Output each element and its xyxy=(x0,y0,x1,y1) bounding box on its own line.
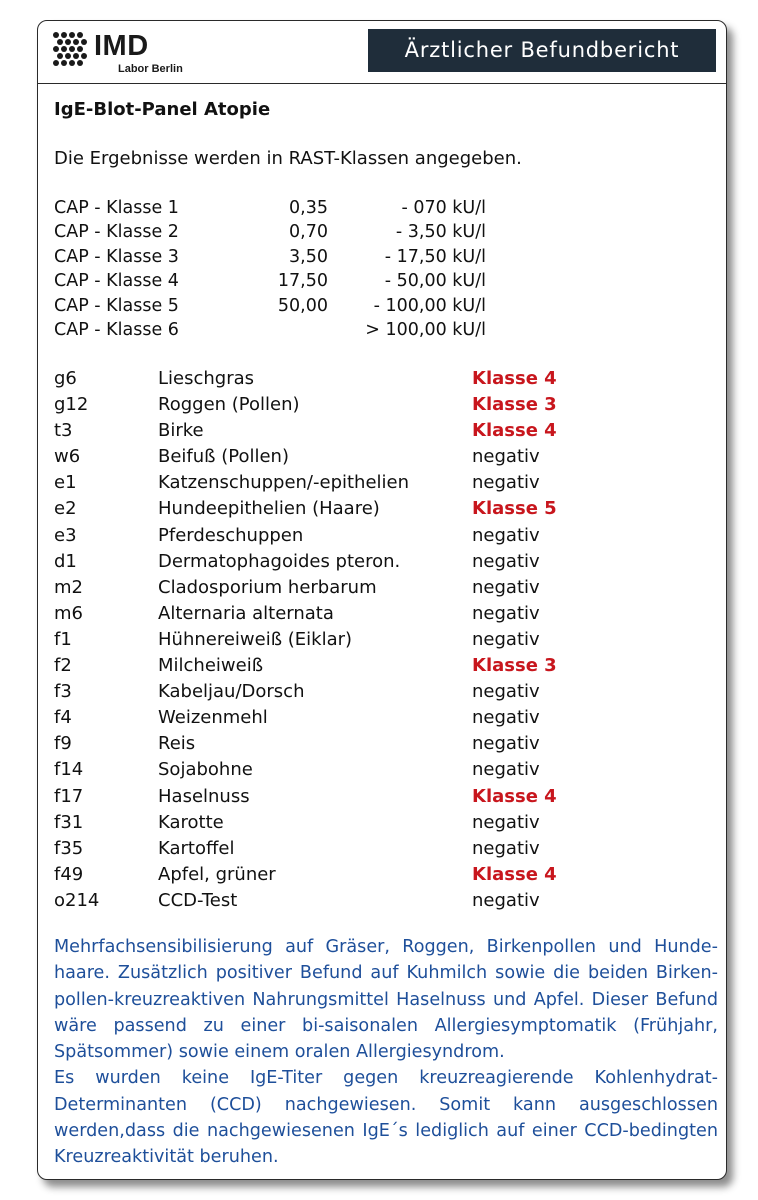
allergen-code: f4 xyxy=(54,707,72,729)
logo-text: IMD xyxy=(94,30,149,62)
allergen-name: Roggen (Pollen) xyxy=(158,394,300,416)
allergen-row xyxy=(54,603,714,629)
allergen-code: e2 xyxy=(54,498,77,520)
cap-class-row xyxy=(54,222,554,246)
cap-class-label: CAP - Klasse 2 xyxy=(54,222,179,243)
allergen-result: negativ xyxy=(472,759,540,781)
cap-class-row xyxy=(54,247,554,271)
allergen-result: Klasse 4 xyxy=(472,368,557,389)
allergen-code: t3 xyxy=(54,420,73,442)
allergen-name: Haselnuss xyxy=(158,785,250,807)
allergen-row xyxy=(54,551,714,577)
findings-summary xyxy=(54,934,718,1171)
allergen-result: negativ xyxy=(472,707,540,729)
allergen-result: negativ xyxy=(472,811,540,833)
allergen-code: d1 xyxy=(54,550,77,572)
allergen-name: Apfel, grüner xyxy=(158,863,276,885)
cap-class-to: > 100,00 kU/l xyxy=(365,319,486,340)
allergen-row xyxy=(54,864,714,890)
allergen-result: negativ xyxy=(472,733,540,755)
allergen-code: o214 xyxy=(54,889,100,911)
allergen-name: Hundeepithelien (Haare) xyxy=(158,498,380,520)
cap-class-row xyxy=(54,320,554,344)
allergen-name: Dermatophagoides pteron. xyxy=(158,550,401,572)
allergen-code: f17 xyxy=(54,785,84,807)
allergen-row xyxy=(54,655,714,681)
allergen-row xyxy=(54,812,714,838)
allergen-result: negativ xyxy=(472,628,540,650)
allergen-row xyxy=(54,629,714,655)
allergen-results-table xyxy=(54,368,714,916)
allergen-result: negativ xyxy=(472,550,540,572)
allergen-result: Klasse 3 xyxy=(472,655,557,677)
allergen-result: negativ xyxy=(472,472,540,494)
allergen-row xyxy=(54,368,714,394)
allergen-name: Milcheiweiß xyxy=(158,655,264,677)
cap-class-row xyxy=(54,198,554,222)
allergen-name: CCD-Test xyxy=(158,889,238,911)
allergen-name: Reis xyxy=(158,733,196,755)
allergen-code: f9 xyxy=(54,733,72,755)
allergen-row xyxy=(54,707,714,733)
allergen-code: f14 xyxy=(54,759,84,781)
allergen-row xyxy=(54,394,714,420)
allergen-name: Beifuß (Pollen) xyxy=(158,446,289,468)
allergen-code: f2 xyxy=(54,655,72,677)
allergen-result: negativ xyxy=(472,524,540,546)
imd-logo xyxy=(52,31,212,79)
allergen-row xyxy=(54,786,714,812)
allergen-result: Klasse 4 xyxy=(472,785,557,807)
allergen-code: m2 xyxy=(54,576,83,598)
cap-class-from: 0,35 xyxy=(289,198,328,218)
cap-class-to: - 100,00 kU/l xyxy=(373,295,486,316)
allergen-code: f3 xyxy=(54,681,72,703)
allergen-name: Alternaria alternata xyxy=(158,602,334,624)
cap-class-from: 17,50 xyxy=(277,271,328,292)
allergen-result: negativ xyxy=(472,446,540,468)
allergen-result: Klasse 4 xyxy=(472,863,557,885)
allergen-name: Katzenschuppen/-epithelien xyxy=(158,472,410,494)
allergen-name: Sojabohne xyxy=(158,759,253,781)
allergen-row xyxy=(54,577,714,603)
allergen-name: Lieschgras xyxy=(158,368,255,389)
allergen-code: e3 xyxy=(54,524,77,546)
report-header xyxy=(38,21,726,84)
allergen-code: g12 xyxy=(54,394,89,416)
allergen-result: negativ xyxy=(472,602,540,624)
allergen-name: Weizenmehl xyxy=(158,707,268,729)
cap-class-to: - 50,00 kU/l xyxy=(384,271,486,292)
allergen-name: Cladosporium herbarum xyxy=(158,576,377,598)
cap-class-from: 50,00 xyxy=(277,295,328,316)
allergen-row xyxy=(54,446,714,472)
summary-paragraph: Es wurden keine IgE-Titer gegen kreuzreagierende Kohlenhydrat-Determinanten (CCD) nachgewiesen. Somit kann ausgeschlossen werden,dass die nachgewiesenen IgE´s lediglich auf einer CCD-bedingten Kreuzreaktivität beruhen. xyxy=(54,1068,718,1168)
allergen-name: Birke xyxy=(158,420,204,442)
allergen-row xyxy=(54,681,714,707)
allergen-code: m6 xyxy=(54,602,83,624)
cap-class-to: - 17,50 kU/l xyxy=(384,246,486,267)
cap-class-table xyxy=(54,198,554,344)
allergen-code: f1 xyxy=(54,628,72,650)
allergen-name: Kartoffel xyxy=(158,837,235,859)
cap-class-to: - 3,50 kU/l xyxy=(395,222,486,243)
intro-text: Die Ergebnisse werden in RAST-Klassen angegeben. xyxy=(54,148,522,169)
cap-class-label: CAP - Klasse 6 xyxy=(54,319,179,340)
allergen-result: negativ xyxy=(472,681,540,703)
summary-paragraph: Mehrfachsensibilisierung auf Gräser, Roggen, Birkenpollen und Hundehaare. Zusätzlich positiver Befund auf Kuhmilch sowie die beiden Birkenpollen-kreuzreaktiven Nahrungsmittel Haselnuss und Apfel. Dieser Befund wäre passend zu einer bi-saisonalen Allergiesymptomatik (Frühjahr, Spätsommer) sowie einem oralen Allergiesyndrom. xyxy=(54,937,718,1063)
allergen-name: Karotte xyxy=(158,811,224,833)
cap-class-row xyxy=(54,296,554,320)
allergen-name: Pferdeschuppen xyxy=(158,524,304,546)
report-title: Ärztlicher Befundbericht xyxy=(368,29,716,72)
allergen-code: f35 xyxy=(54,837,84,859)
allergen-row xyxy=(54,498,714,524)
allergen-code: w6 xyxy=(54,446,81,468)
allergen-row xyxy=(54,472,714,498)
logo-dots-icon xyxy=(52,31,92,71)
allergen-row xyxy=(54,890,714,916)
allergen-code: g6 xyxy=(54,368,77,389)
cap-class-row xyxy=(54,271,554,295)
cap-class-to: - 070 kU/l xyxy=(401,198,486,218)
allergen-row xyxy=(54,420,714,446)
allergen-row xyxy=(54,733,714,759)
cap-class-from: 0,70 xyxy=(289,222,328,243)
allergen-result: Klasse 5 xyxy=(472,498,557,520)
allergen-result: Klasse 4 xyxy=(472,420,557,442)
cap-class-label: CAP - Klasse 1 xyxy=(54,198,179,218)
allergen-row xyxy=(54,525,714,551)
allergen-code: e1 xyxy=(54,472,77,494)
allergen-row xyxy=(54,759,714,785)
cap-class-label: CAP - Klasse 5 xyxy=(54,295,179,316)
logo-subtext: Labor Berlin xyxy=(118,63,183,75)
allergen-result: negativ xyxy=(472,837,540,859)
allergen-result: negativ xyxy=(472,889,540,911)
allergen-name: Hühnereiweiß (Eiklar) xyxy=(158,628,353,650)
report-card xyxy=(37,20,727,1180)
allergen-result: negativ xyxy=(472,576,540,598)
allergen-row xyxy=(54,838,714,864)
cap-class-label: CAP - Klasse 4 xyxy=(54,271,179,292)
allergen-name: Kabeljau/Dorsch xyxy=(158,681,305,703)
cap-class-label: CAP - Klasse 3 xyxy=(54,246,179,267)
panel-title: IgE-Blot-Panel Atopie xyxy=(54,99,271,120)
allergen-code: f31 xyxy=(54,811,84,833)
allergen-result: Klasse 3 xyxy=(472,394,557,416)
cap-class-from: 3,50 xyxy=(289,246,328,267)
allergen-code: f49 xyxy=(54,863,84,885)
